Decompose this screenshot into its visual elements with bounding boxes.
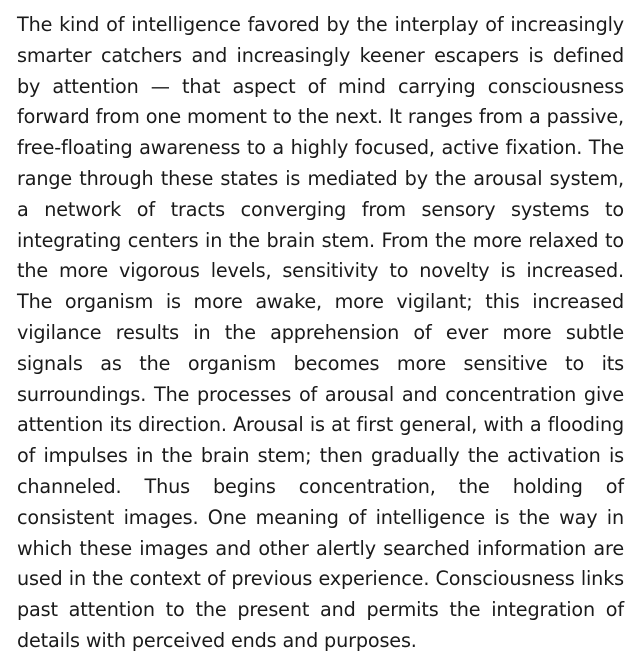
- document-page: [17, 10, 624, 657]
- body-paragraph: The kind of intelligence favored by the interplay of increasingly smarter catchers and increasingly keener escapers is defined by attention — that aspect of mind carrying consciousness forward from one moment to the next. It ranges from a passive, free-floating awareness to a highly focused, active fixation. The range through these states is mediated by the arousal system, a network of tracts converging from sensory systems to integrating centers in the brain stem. From the more relaxed to the more vigorous levels, sensitivity to novelty is increased. The organism is more awake, more vigilant; this increased vigilance results in the apprehension of ever more subtle signals as the organism becomes more sensitive to its surroundings. The processes of arousal and concentration give attention its direction. Arousal is at first general, with a flooding of impulses in the brain stem; then gradually the activation is channeled. Thus begins concentration, the holding of consistent images. One meaning of intelligence is the way in which these images and other alertly searched information are used in the context of previous experience. Consciousness links past attention to the present and permits the integration of details with perceived ends and purposes.: [17, 13, 624, 652]
